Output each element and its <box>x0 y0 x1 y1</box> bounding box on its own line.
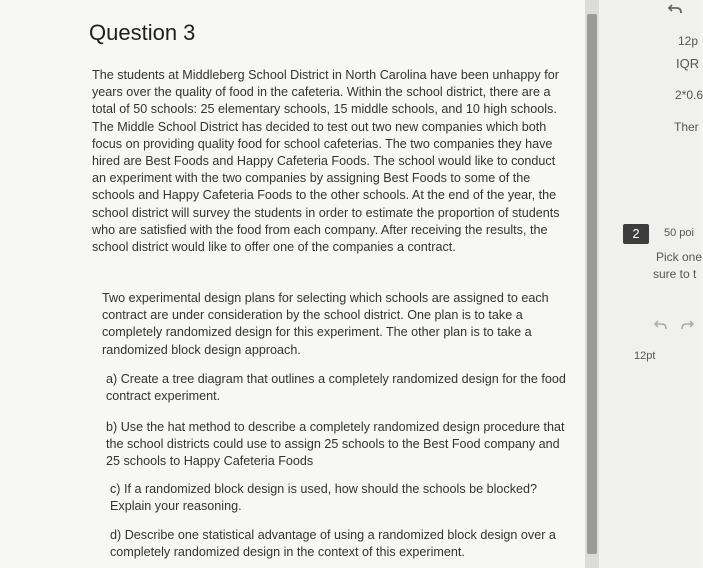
question-title: Question 3 <box>89 20 196 45</box>
question-paragraph-2: Two experimental design plans for selecting which schools are assigned to each contract are under consideration by the school district. One plan is to take a completely randomized design for this experiment. The other plan is to take a randomized block design approach. <box>102 291 549 357</box>
question-part-c: c) If a randomized block design is used, how should the schools be blocked? Explain your reasoning. <box>110 482 538 514</box>
question-paragraph-1: The students at Middleberg School District in North Carolina have been unhappy for years over the quality of food in the cafeteria. Within the school district, there are a total of 50 schools: 25 elementary schools, 15 middle schools, and 10 high schools. The Middle School District has decided to test out two new companies which both focus on providing quality food for school cafeterias. The two companies they have hired are Best Foods and Happy Cafeteria Foods. The school would like to conduct an experiment with the two companies by assigning Best Foods to some of the schools and Happy Cafeteria Foods to the other schools. At the end of the year, the school district will survey the students in order to estimate the proportion of students who are satisfied with the food from each company. After receiving the results, the school district would like to offer one of the companies a contract. <box>92 68 560 255</box>
font-size-selector[interactable]: 12p <box>678 34 699 48</box>
question-part-d: d) Describe one statistical advantage of using a randomized block design over a completely randomized design in the context of this experiment. <box>110 528 556 560</box>
question-number-badge[interactable]: 2 <box>623 224 649 244</box>
question-part-a: a) Create a tree diagram that outlines a completely randomized design for the food contract experiment. <box>106 372 566 404</box>
undo-icon[interactable] <box>667 2 683 16</box>
instruction-text-1: Pick one <box>656 250 703 264</box>
formula-text: 2*0.6 <box>675 88 703 102</box>
panel-divider-scrollbar[interactable] <box>585 0 599 568</box>
scroll-thumb[interactable] <box>587 14 597 554</box>
font-size-selector-bottom[interactable]: 12pt <box>634 350 656 362</box>
redo-icon[interactable] <box>680 319 694 331</box>
points-label: 50 poi <box>664 227 694 239</box>
answer-text: Ther <box>674 120 699 134</box>
answer-panel <box>600 0 703 568</box>
instruction-text-2: sure to t <box>653 267 697 281</box>
iqr-text: IQR <box>676 56 700 71</box>
question-part-b: b) Use the hat method to describe a completely randomized design procedure that the school districts could use to assign 25 schools to the Best Food company and 25 schools to Happy Cafeteria Foods <box>106 420 565 469</box>
undo-icon[interactable] <box>654 319 668 331</box>
